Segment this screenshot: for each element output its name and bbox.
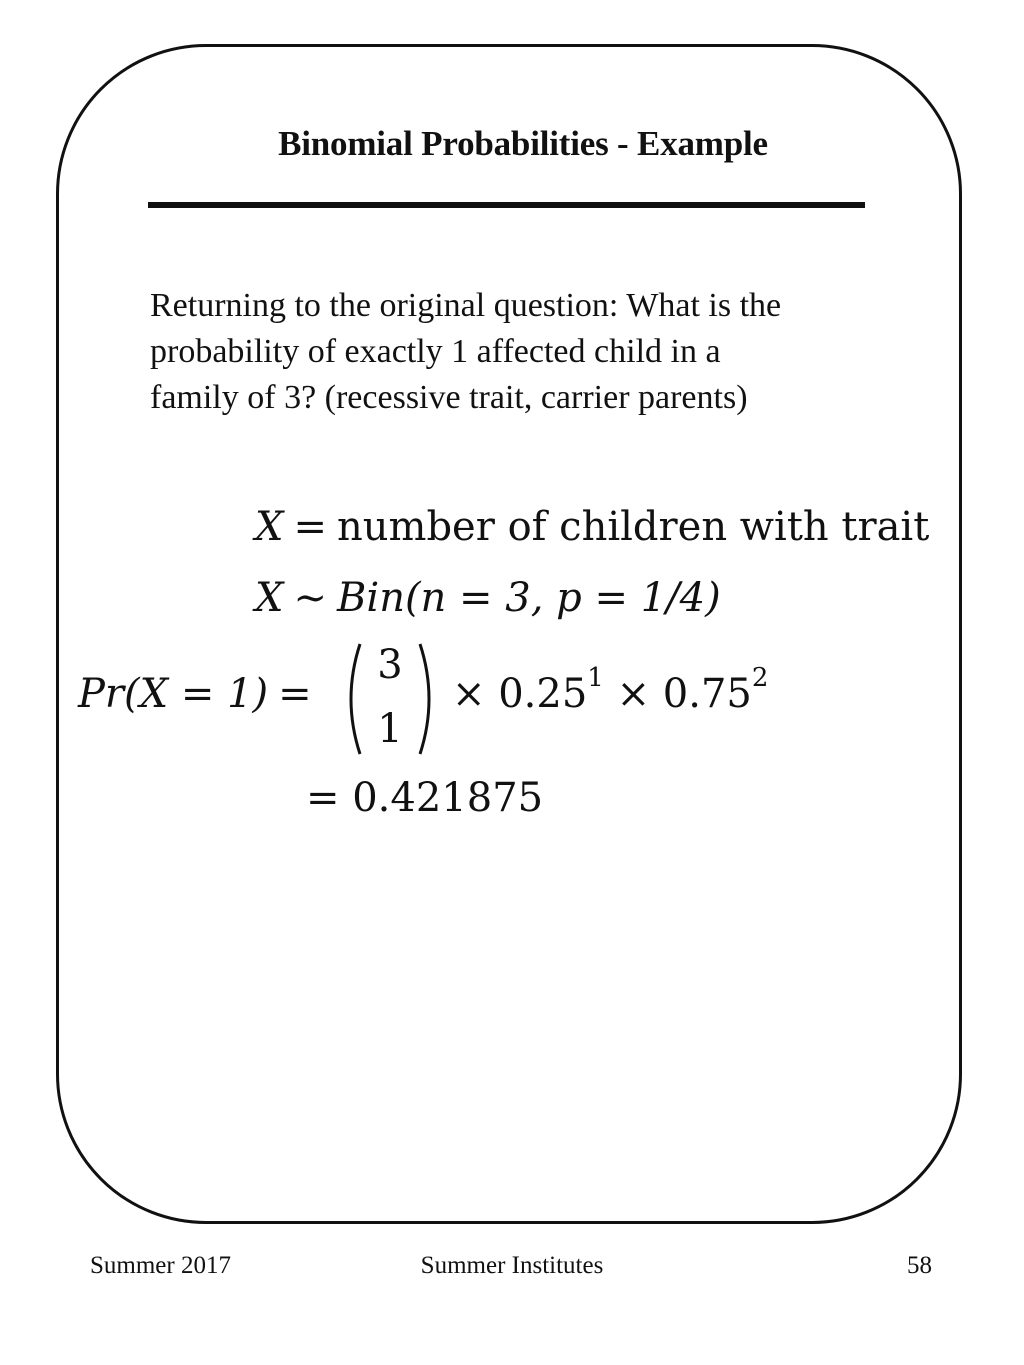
binomial-top: 3 bbox=[377, 642, 403, 688]
math-line-distribution bbox=[255, 575, 721, 621]
math-line-definition bbox=[255, 504, 929, 550]
title-rule bbox=[148, 202, 865, 208]
binomial-coefficient bbox=[340, 640, 440, 758]
math-line-result bbox=[306, 775, 543, 821]
intro-text bbox=[150, 283, 910, 421]
math-distribution: Bin(n = 3, p = 1/4) bbox=[337, 575, 721, 621]
intro-line: family of 3? (recessive trait, carrier parents) bbox=[150, 379, 748, 416]
math-operator: = bbox=[293, 504, 327, 550]
slide-title: Binomial Probabilities - Example bbox=[278, 124, 768, 163]
math-operator: × bbox=[616, 671, 651, 717]
math-probability-lhs bbox=[78, 671, 322, 717]
math-base: 0.75 bbox=[662, 671, 752, 717]
math-probability-rhs bbox=[452, 663, 769, 717]
math-result: 0.421875 bbox=[352, 775, 544, 821]
math-probability-expression: Pr(X = 1) bbox=[78, 671, 269, 717]
binomial-bottom: 1 bbox=[377, 706, 403, 752]
math-exponent: 2 bbox=[751, 663, 769, 693]
page-number: 58 bbox=[907, 1252, 932, 1279]
math-variable: X bbox=[255, 504, 284, 550]
slide-frame bbox=[56, 44, 962, 1224]
math-exponent: 1 bbox=[587, 663, 604, 693]
math-variable: X bbox=[255, 575, 284, 621]
math-operator: × bbox=[452, 671, 486, 717]
footer-date: Summer 2017 bbox=[90, 1252, 231, 1279]
math-base: 0.25 bbox=[498, 671, 588, 717]
math-operator: = bbox=[278, 671, 312, 717]
math-operator: ∼ bbox=[293, 575, 327, 621]
footer-center: Summer Institutes bbox=[420, 1252, 604, 1279]
math-operator: = bbox=[306, 775, 340, 821]
math-definition-text: number of children with trait bbox=[337, 504, 930, 550]
intro-line: Returning to the original question: What is the bbox=[150, 287, 782, 324]
intro-line: probability of exactly 1 affected child in a bbox=[150, 333, 721, 370]
